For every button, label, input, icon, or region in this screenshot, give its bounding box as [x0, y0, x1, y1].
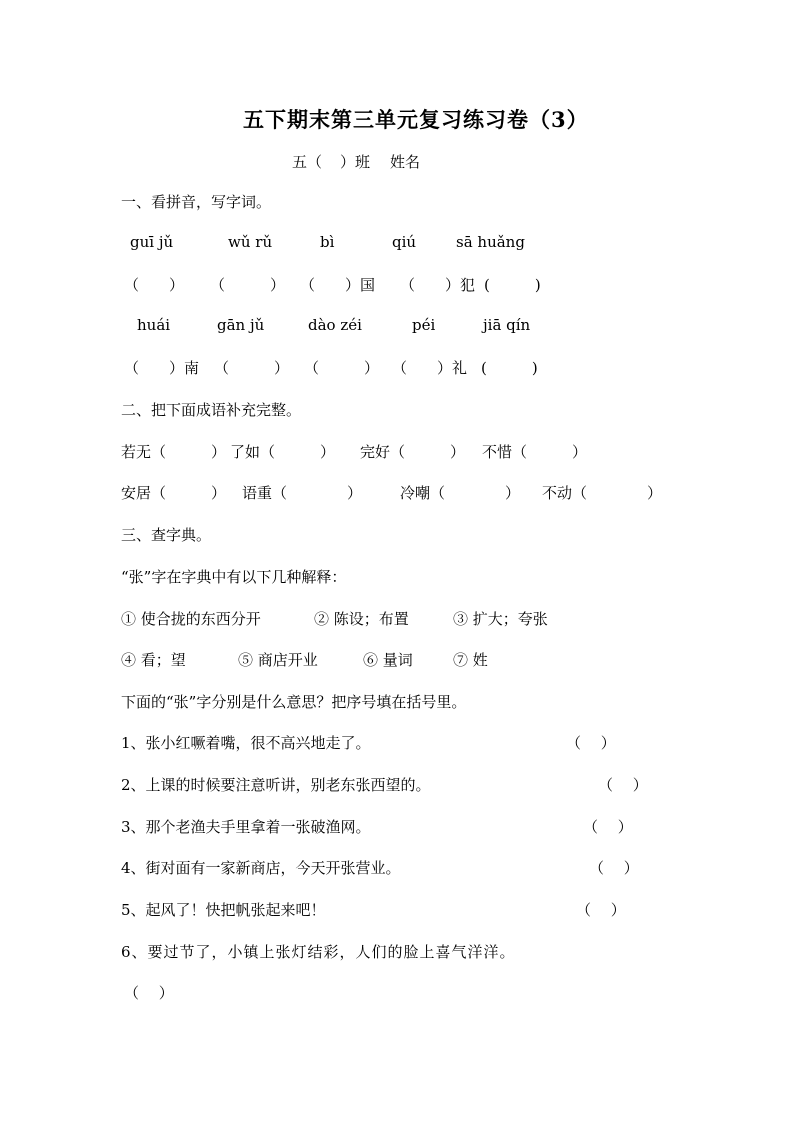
- pinyin-1: guī jǔ: [130, 233, 174, 251]
- question-1-answer[interactable]: （ ）: [566, 734, 616, 752]
- meaning-4: ④ 看；望: [121, 651, 186, 669]
- answer-blank-7[interactable]: （ ）: [214, 359, 290, 377]
- question-1: 1、张小红噘着嘴，很不高兴地走了。: [121, 734, 371, 752]
- meaning-2: ② 陈设；布置: [314, 610, 409, 628]
- name-label: 姓名: [390, 153, 421, 171]
- meaning-1: ① 使合拢的东西分开: [121, 610, 261, 628]
- meaning-6: ⑥ 量词: [363, 651, 413, 669]
- idiom-8[interactable]: 不动（ ）: [542, 484, 663, 502]
- section1-heading: 一、看拼音，写字词。: [121, 193, 272, 211]
- pinyin-3: bì: [320, 233, 335, 251]
- answer-blank-4[interactable]: （ ）犯: [400, 276, 476, 294]
- question-4: 4、街对面有一家新商店，今天开张营业。: [121, 859, 401, 877]
- class-label-suffix: ）班: [340, 153, 371, 171]
- question-5: 5、起风了！快把帆张起来吧！: [121, 901, 326, 919]
- question-5-answer[interactable]: （ ）: [576, 901, 626, 919]
- answer-blank-1[interactable]: （ ）: [124, 276, 185, 294]
- section3-heading: 三、查字典。: [121, 526, 212, 544]
- answer-blank-5[interactable]: ( ): [484, 276, 541, 294]
- pinyin-7: gān jǔ: [217, 316, 265, 334]
- pinyin-6: huái: [137, 316, 171, 334]
- question-3-answer[interactable]: （ ）: [583, 818, 633, 836]
- answer-blank-3[interactable]: （ ）国: [300, 276, 376, 294]
- idiom-3[interactable]: 完好（ ）: [360, 443, 466, 461]
- question-3: 3、那个老渔夫手里拿着一张破渔网。: [121, 818, 371, 836]
- question-2: 2、上课的时候要注意听讲，别老东张西望的。: [121, 776, 431, 794]
- class-label-prefix: 五（: [292, 153, 323, 171]
- section2-heading: 二、把下面成语补充完整。: [121, 401, 302, 419]
- page-title: 五下期末第三单元复习练习卷（3）: [243, 107, 589, 132]
- answer-blank-6[interactable]: （ ）南: [124, 359, 200, 377]
- idiom-2[interactable]: 了如（ ）: [230, 443, 336, 461]
- pinyin-2: wǔ rǔ: [228, 233, 273, 251]
- idiom-7[interactable]: 冷嘲（ ）: [400, 484, 521, 502]
- pinyin-4: qiú: [392, 233, 417, 251]
- pinyin-5: sā huǎng: [456, 233, 525, 251]
- answer-blank-8[interactable]: （ ）: [304, 359, 380, 377]
- pinyin-9: péi: [412, 316, 436, 334]
- meaning-7: ⑦ 姓: [453, 651, 488, 669]
- idiom-6[interactable]: 语重（ ）: [242, 484, 363, 502]
- meaning-5: ⑤ 商店开业: [238, 651, 318, 669]
- question-6-answer[interactable]: （ ）: [124, 984, 174, 1002]
- idiom-1[interactable]: 若无（ ）: [121, 443, 227, 461]
- section3-intro: “张”字在字典中有以下几种解释：: [121, 568, 347, 586]
- answer-blank-10[interactable]: ( ): [481, 359, 538, 377]
- meaning-3: ③ 扩大；夸张: [453, 610, 548, 628]
- idiom-5[interactable]: 安居（ ）: [121, 484, 227, 502]
- idiom-4[interactable]: 不惜（ ）: [482, 443, 588, 461]
- answer-blank-9[interactable]: （ ）礼: [392, 359, 468, 377]
- pinyin-8: dào zéi: [308, 316, 362, 334]
- question-4-answer[interactable]: （ ）: [589, 859, 639, 877]
- answer-blank-2[interactable]: （ ）: [210, 276, 286, 294]
- question-6: 6、要过节了，小镇上张灯结彩，人们的脸上喜气洋洋。: [121, 943, 516, 961]
- section3-instruction: 下面的“张”字分别是什么意思？把序号填在括号里。: [121, 693, 467, 711]
- pinyin-10: jiā qín: [483, 316, 531, 334]
- question-2-answer[interactable]: （ ）: [598, 776, 648, 794]
